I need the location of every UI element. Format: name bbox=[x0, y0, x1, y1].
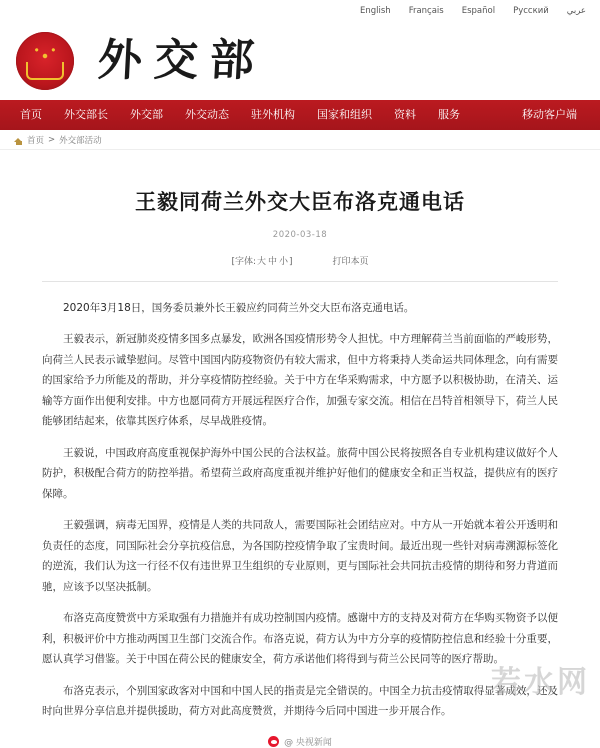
masthead bbox=[0, 22, 600, 100]
nav-item-home[interactable]: 首页 bbox=[20, 108, 42, 121]
nav-item-foreign-minister[interactable]: 外交部长 bbox=[64, 108, 108, 121]
font-size-label: [字体: bbox=[231, 257, 256, 267]
nav-item-services[interactable]: 服务 bbox=[438, 108, 460, 121]
nav-item-diplomatic-news[interactable]: 外交动态 bbox=[185, 108, 229, 121]
weibo-icon bbox=[268, 736, 279, 747]
main-navigation bbox=[0, 100, 600, 130]
national-emblem-icon bbox=[16, 32, 74, 90]
language-link-francais[interactable]: Français bbox=[408, 6, 444, 16]
breadcrumb bbox=[0, 130, 600, 150]
article-paragraph: 王毅强调，病毒无国界，疫情是人类的共同敌人，需要国际社会团结应对。中方从一开始就本着公开透明和负责任的态度，同国际社会分享抗疫信息，为各国防控疫情争取了宝贵时间。最近出现一些针对病毒溯源标签化的逆流，我们认为这一行径不仅有违世界卫生组织的专业原则，更与国际社会共同抗击疫情的期待和努力背道而驰，应该予以坚决抵制。 bbox=[42, 519, 558, 593]
font-size-control bbox=[231, 254, 292, 267]
print-page-link[interactable]: 打印本页 bbox=[332, 257, 369, 267]
language-link-russian[interactable]: Русский bbox=[513, 6, 549, 16]
home-icon bbox=[14, 135, 23, 144]
language-link-espanol[interactable]: Español bbox=[461, 6, 496, 16]
font-size-medium[interactable]: 中 bbox=[268, 257, 278, 267]
breadcrumb-separator: > bbox=[48, 134, 56, 145]
article-paragraph: 2020年3月18日，国务委员兼外长王毅应约同荷兰外交大臣布洛克通电话。 bbox=[63, 302, 415, 314]
ministry-name: 外交部 bbox=[96, 35, 268, 86]
article-tools bbox=[42, 254, 558, 267]
nav-item-mobile-client[interactable]: 移动客户端 bbox=[522, 108, 577, 121]
article-paragraph: 布洛克表示，个别国家政客对中国和中国人民的指责是完全错误的。中国全力抗击疫情取得显著成效，还及时向世界分享信息并提供援助，荷方对此高度赞赏，并期待今后同中国进一步开展合作。 bbox=[42, 684, 558, 717]
nav-item-ministry[interactable]: 外交部 bbox=[130, 108, 163, 121]
language-link-arabic[interactable]: عربي bbox=[566, 6, 586, 16]
nav-item-missions-abroad[interactable]: 驻外机构 bbox=[251, 108, 295, 121]
article-paragraph: 王毅说，中国政府高度重视保护海外中国公民的合法权益。旅荷中国公民将按照各自专业机构建议做好个人防护，积极配合荷方的防控举措。希望荷兰政府高度重视并维护好他们的健康安全和正当权益，提供应有的医疗保障。 bbox=[42, 446, 558, 500]
article-date: 2020-03-18 bbox=[272, 230, 328, 240]
font-size-large[interactable]: 大 bbox=[256, 257, 266, 267]
font-size-small[interactable]: 小 bbox=[279, 257, 289, 267]
font-size-label-close: ] bbox=[289, 257, 293, 267]
language-link-english[interactable]: English bbox=[359, 6, 391, 16]
source-attribution bbox=[42, 735, 558, 748]
article-paragraph: 王毅表示，新冠肺炎疫情多国多点暴发，欧洲各国疫情形势令人担忧。中方理解荷兰当前面临的严峻形势，向荷兰人民表示诚挚慰问。尽管中国国内防疫物资仍有较大需求，但中方将秉持人类命运共同体理念，向有需要的国家给予力所能及的帮助，并分享疫情防控经验。关于中方在华采购需求，中方愿予以积极协助，在清关、运输等方面作出便利安排。中方也愿同荷方开展远程医疗合作，加强专家交流。相信在吕特首相领导下，荷兰人民能够团结起来，依靠其医疗体系，尽早战胜疫情。 bbox=[42, 333, 558, 428]
article-container bbox=[0, 186, 600, 748]
nav-item-resources[interactable]: 资料 bbox=[394, 108, 416, 121]
title-divider bbox=[42, 281, 558, 282]
nav-item-countries-organizations[interactable]: 国家和组织 bbox=[317, 108, 372, 121]
language-bar bbox=[0, 0, 600, 22]
breadcrumb-item-current[interactable]: 外交部活动 bbox=[59, 135, 102, 146]
article-body bbox=[42, 298, 558, 721]
breadcrumb-item-home[interactable]: 首页 bbox=[27, 135, 45, 146]
source-label: @ 央视新闻 bbox=[284, 738, 332, 748]
page-title: 王毅同荷兰外交大臣布洛克通电话 bbox=[135, 189, 465, 214]
watermark: 若水网 bbox=[491, 665, 590, 700]
article-paragraph: 布洛克高度赞赏中方采取强有力措施并有成功控制国内疫情。感谢中方的支持及对荷方在华购买物资予以便利，积极评价中方推动两国卫生部门交流合作。布洛克说，荷方认为中方分享的疫情防控信息和经验十分重要，愿认真学习借鉴。关于中国在荷公民的健康安全，荷方承诺他们将得到与荷兰公民同等的医疗帮助。 bbox=[42, 612, 558, 666]
